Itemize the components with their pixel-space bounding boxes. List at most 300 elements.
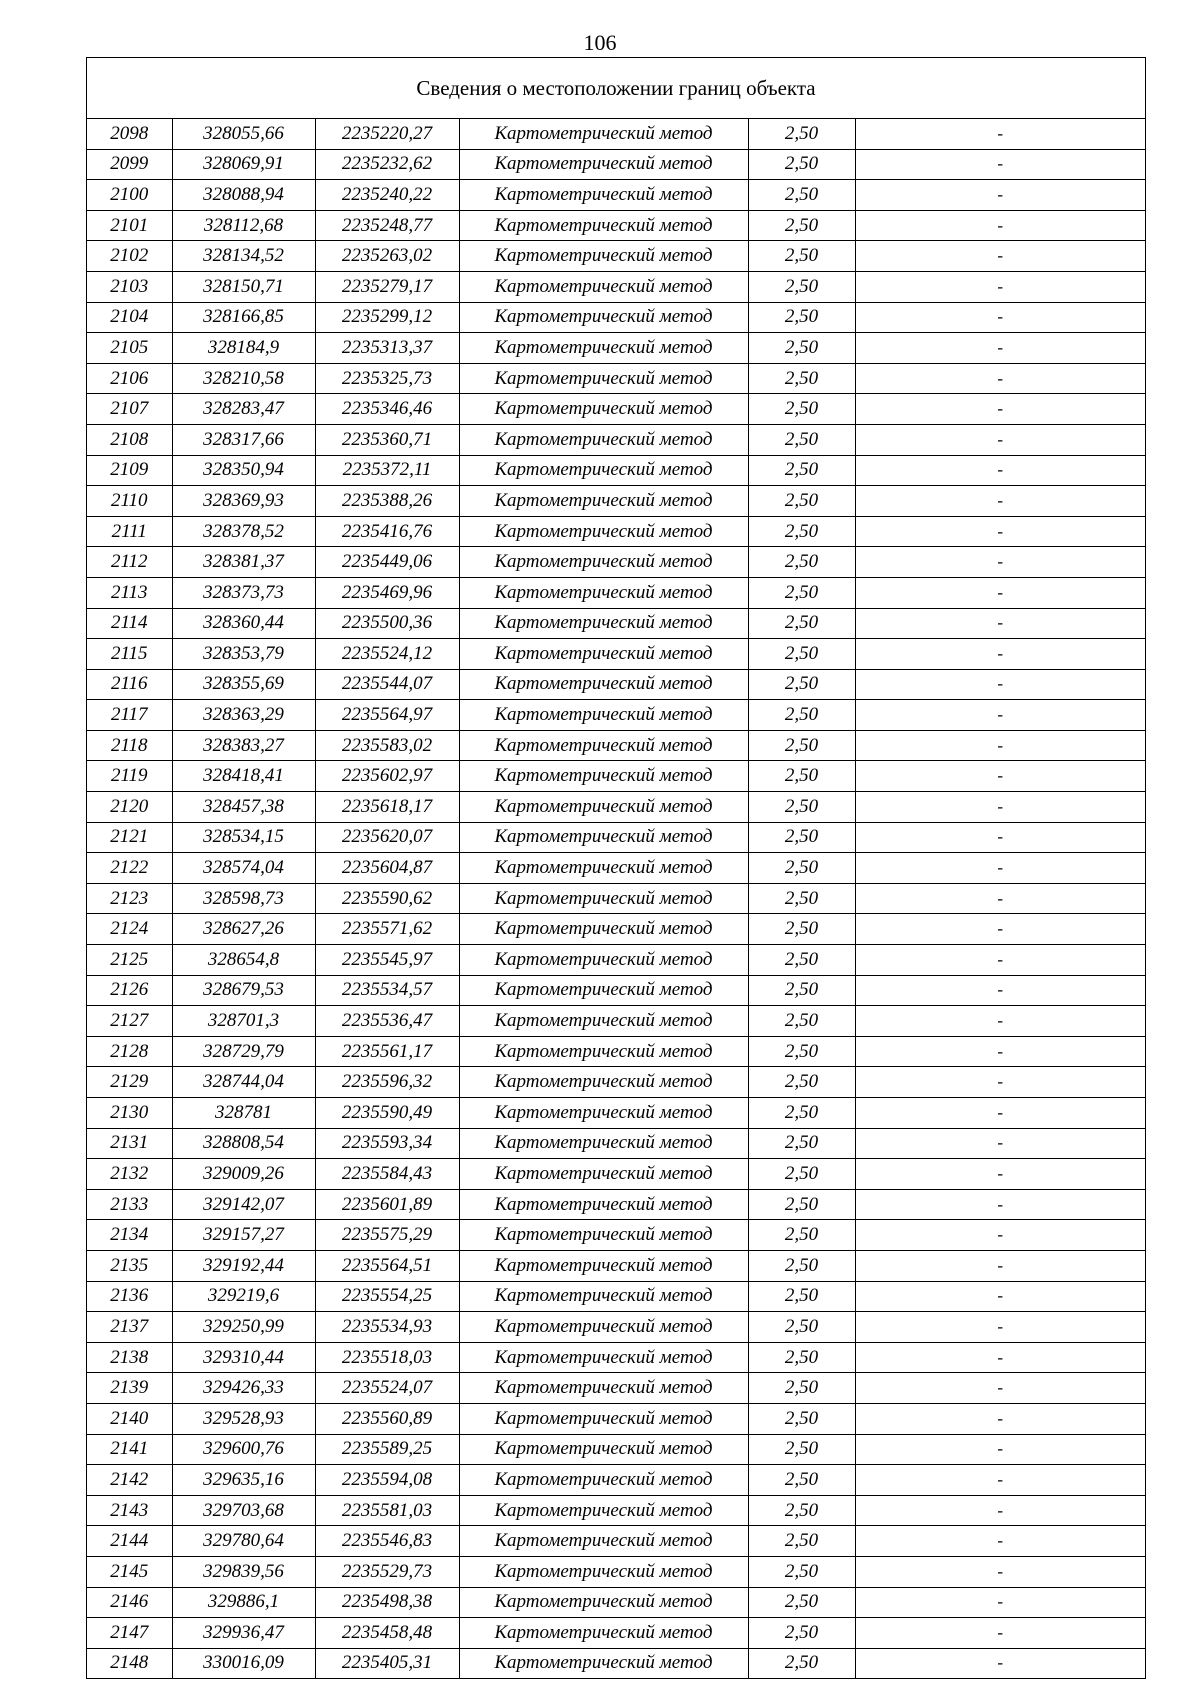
description-cell: - xyxy=(855,1587,1145,1618)
point-number-cell: 2099 xyxy=(87,149,172,180)
description-cell: - xyxy=(855,730,1145,761)
accuracy-cell: 2,50 xyxy=(748,822,855,853)
point-number-cell: 2128 xyxy=(87,1036,172,1067)
method-cell: Картометрический метод xyxy=(459,271,748,302)
method-cell: Картометрический метод xyxy=(459,1098,748,1129)
y-coordinate-cell: 2235405,31 xyxy=(315,1648,459,1678)
accuracy-cell: 2,50 xyxy=(748,302,855,333)
y-coordinate-cell: 2235594,08 xyxy=(315,1465,459,1496)
point-number-cell: 2115 xyxy=(87,639,172,670)
table-title: Сведения о местоположении границ объекта xyxy=(87,58,1145,119)
description-cell: - xyxy=(855,1189,1145,1220)
table-row xyxy=(87,1312,1145,1343)
x-coordinate-cell: 328729,79 xyxy=(172,1036,315,1067)
x-coordinate-cell: 328378,52 xyxy=(172,516,315,547)
method-cell: Картометрический метод xyxy=(459,119,748,149)
x-coordinate-cell: 328069,91 xyxy=(172,149,315,180)
boundary-table-sheet xyxy=(86,57,1146,1679)
point-number-cell: 2139 xyxy=(87,1373,172,1404)
table-row xyxy=(87,945,1145,976)
method-cell: Картометрический метод xyxy=(459,1036,748,1067)
accuracy-cell: 2,50 xyxy=(748,975,855,1006)
y-coordinate-cell: 2235564,51 xyxy=(315,1250,459,1281)
method-cell: Картометрический метод xyxy=(459,1403,748,1434)
method-cell: Картометрический метод xyxy=(459,547,748,578)
x-coordinate-cell: 328679,53 xyxy=(172,975,315,1006)
accuracy-cell: 2,50 xyxy=(748,669,855,700)
description-cell: - xyxy=(855,516,1145,547)
method-cell: Картометрический метод xyxy=(459,1128,748,1159)
x-coordinate-cell: 329310,44 xyxy=(172,1342,315,1373)
point-number-cell: 2123 xyxy=(87,883,172,914)
method-cell: Картометрический метод xyxy=(459,241,748,272)
y-coordinate-cell: 2235498,38 xyxy=(315,1587,459,1618)
y-coordinate-cell: 2235299,12 xyxy=(315,302,459,333)
accuracy-cell: 2,50 xyxy=(748,914,855,945)
accuracy-cell: 2,50 xyxy=(748,486,855,517)
point-number-cell: 2145 xyxy=(87,1556,172,1587)
description-cell: - xyxy=(855,1556,1145,1587)
method-cell: Картометрический метод xyxy=(459,149,748,180)
accuracy-cell: 2,50 xyxy=(748,1250,855,1281)
description-cell: - xyxy=(855,883,1145,914)
x-coordinate-cell: 328353,79 xyxy=(172,639,315,670)
accuracy-cell: 2,50 xyxy=(748,1281,855,1312)
description-cell: - xyxy=(855,1434,1145,1465)
table-row xyxy=(87,1618,1145,1649)
accuracy-cell: 2,50 xyxy=(748,1373,855,1404)
table-row xyxy=(87,1036,1145,1067)
x-coordinate-cell: 328369,93 xyxy=(172,486,315,517)
table-row xyxy=(87,302,1145,333)
x-coordinate-cell: 328134,52 xyxy=(172,241,315,272)
table-row xyxy=(87,1189,1145,1220)
accuracy-cell: 2,50 xyxy=(748,1587,855,1618)
point-number-cell: 2147 xyxy=(87,1618,172,1649)
y-coordinate-cell: 2235220,27 xyxy=(315,119,459,149)
method-cell: Картометрический метод xyxy=(459,363,748,394)
method-cell: Картометрический метод xyxy=(459,1159,748,1190)
accuracy-cell: 2,50 xyxy=(748,149,855,180)
y-coordinate-cell: 2235248,77 xyxy=(315,210,459,241)
point-number-cell: 2138 xyxy=(87,1342,172,1373)
table-row xyxy=(87,149,1145,180)
point-number-cell: 2148 xyxy=(87,1648,172,1678)
y-coordinate-cell: 2235279,17 xyxy=(315,271,459,302)
description-cell: - xyxy=(997,1653,1004,1673)
accuracy-cell: 2,50 xyxy=(748,1526,855,1557)
table-row xyxy=(87,1067,1145,1098)
description-cell: - xyxy=(855,608,1145,639)
accuracy-cell: 2,50 xyxy=(748,1556,855,1587)
method-cell: Картометрический метод xyxy=(459,945,748,976)
y-coordinate-cell: 2235544,07 xyxy=(315,669,459,700)
point-number-cell: 2100 xyxy=(87,180,172,211)
y-coordinate-cell: 2235372,11 xyxy=(315,455,459,486)
point-number-cell: 2120 xyxy=(87,792,172,823)
accuracy-cell: 2,50 xyxy=(748,180,855,211)
description-cell: - xyxy=(855,975,1145,1006)
point-number-cell: 2105 xyxy=(87,333,172,364)
x-coordinate-cell: 328627,26 xyxy=(172,914,315,945)
accuracy-cell: 2,50 xyxy=(748,333,855,364)
point-number-cell: 2142 xyxy=(87,1465,172,1496)
accuracy-cell: 2,50 xyxy=(748,1434,855,1465)
method-cell: Картометрический метод xyxy=(459,669,748,700)
description-cell: - xyxy=(855,271,1145,302)
x-coordinate-cell: 328360,44 xyxy=(172,608,315,639)
page-number: 106 xyxy=(583,30,617,55)
x-coordinate-cell: 328283,47 xyxy=(172,394,315,425)
description-cell: - xyxy=(855,1067,1145,1098)
method-cell: Картометрический метод xyxy=(459,792,748,823)
description-cell: - xyxy=(855,1312,1145,1343)
accuracy-cell: 2,50 xyxy=(748,1098,855,1129)
description-cell: - xyxy=(855,1526,1145,1557)
x-coordinate-cell: 328701,3 xyxy=(172,1006,315,1037)
accuracy-cell: 2,50 xyxy=(748,1648,855,1678)
accuracy-cell: 2,50 xyxy=(748,1403,855,1434)
method-cell: Картометрический метод xyxy=(459,1006,748,1037)
x-coordinate-cell: 329219,6 xyxy=(172,1281,315,1312)
description-cell: - xyxy=(855,1220,1145,1251)
x-coordinate-cell: 328166,85 xyxy=(172,302,315,333)
accuracy-cell: 2,50 xyxy=(748,639,855,670)
table-row xyxy=(87,333,1145,364)
table-row xyxy=(87,914,1145,945)
table-row xyxy=(87,792,1145,823)
x-coordinate-cell: 328317,66 xyxy=(172,424,315,455)
x-coordinate-cell: 328112,68 xyxy=(172,210,315,241)
method-cell: Картометрический метод xyxy=(459,1556,748,1587)
description-cell: - xyxy=(855,1159,1145,1190)
x-coordinate-cell: 328373,73 xyxy=(172,577,315,608)
y-coordinate-cell: 2235346,46 xyxy=(315,394,459,425)
method-cell: Картометрический метод xyxy=(459,1465,748,1496)
accuracy-cell: 2,50 xyxy=(748,1189,855,1220)
table-row xyxy=(87,1281,1145,1312)
x-coordinate-cell: 328781 xyxy=(172,1098,315,1129)
x-coordinate-cell: 328574,04 xyxy=(172,853,315,884)
table-row xyxy=(87,639,1145,670)
method-cell: Картометрический метод xyxy=(459,577,748,608)
method-cell: Картометрический метод xyxy=(459,1373,748,1404)
description-cell: - xyxy=(855,333,1145,364)
accuracy-cell: 2,50 xyxy=(748,1036,855,1067)
y-coordinate-cell: 2235469,96 xyxy=(315,577,459,608)
point-number-cell: 2116 xyxy=(87,669,172,700)
description-cell: - xyxy=(855,1281,1145,1312)
table-row xyxy=(87,822,1145,853)
accuracy-cell: 2,50 xyxy=(748,1342,855,1373)
method-cell: Картометрический метод xyxy=(459,1618,748,1649)
method-cell: Картометрический метод xyxy=(459,1220,748,1251)
x-coordinate-cell: 329142,07 xyxy=(172,1189,315,1220)
accuracy-cell: 2,50 xyxy=(748,547,855,578)
description-cell: - xyxy=(855,1465,1145,1496)
method-cell: Картометрический метод xyxy=(459,1312,748,1343)
accuracy-cell: 2,50 xyxy=(748,1128,855,1159)
y-coordinate-cell: 2235518,03 xyxy=(315,1342,459,1373)
point-number-cell: 2126 xyxy=(87,975,172,1006)
y-coordinate-cell: 2235590,49 xyxy=(315,1098,459,1129)
y-coordinate-cell: 2235313,37 xyxy=(315,333,459,364)
y-coordinate-cell: 2235620,07 xyxy=(315,822,459,853)
point-number-cell: 2101 xyxy=(87,210,172,241)
point-number-cell: 2107 xyxy=(87,394,172,425)
method-cell: Картометрический метод xyxy=(459,424,748,455)
method-cell: Картометрический метод xyxy=(459,822,748,853)
description-cell: - xyxy=(855,547,1145,578)
accuracy-cell: 2,50 xyxy=(748,1312,855,1343)
y-coordinate-cell: 2235232,62 xyxy=(315,149,459,180)
method-cell: Картометрический метод xyxy=(459,516,748,547)
point-number-cell: 2143 xyxy=(87,1495,172,1526)
x-coordinate-cell: 328383,27 xyxy=(172,730,315,761)
description-cell: - xyxy=(855,394,1145,425)
description-cell: - xyxy=(855,1128,1145,1159)
accuracy-cell: 2,50 xyxy=(748,792,855,823)
table-row xyxy=(87,1556,1145,1587)
description-cell: - xyxy=(855,669,1145,700)
method-cell: Картометрический метод xyxy=(459,975,748,1006)
y-coordinate-cell: 2235618,17 xyxy=(315,792,459,823)
method-cell: Картометрический метод xyxy=(459,1526,748,1557)
x-coordinate-cell: 328363,29 xyxy=(172,700,315,731)
x-coordinate-cell: 328598,73 xyxy=(172,883,315,914)
x-coordinate-cell: 329635,16 xyxy=(172,1465,315,1496)
point-number-cell: 2112 xyxy=(87,547,172,578)
method-cell: Картометрический метод xyxy=(459,1587,748,1618)
point-number-cell: 2127 xyxy=(87,1006,172,1037)
x-coordinate-cell: 329936,47 xyxy=(172,1618,315,1649)
method-cell: Картометрический метод xyxy=(459,210,748,241)
x-coordinate-cell: 329250,99 xyxy=(172,1312,315,1343)
x-coordinate-cell: 329426,33 xyxy=(172,1373,315,1404)
x-coordinate-cell: 330016,09 xyxy=(172,1648,315,1678)
table-row xyxy=(87,1495,1145,1526)
y-coordinate-cell: 2235601,89 xyxy=(315,1189,459,1220)
table-row xyxy=(87,1250,1145,1281)
description-cell: - xyxy=(855,210,1145,241)
y-coordinate-cell: 2235458,48 xyxy=(315,1618,459,1649)
y-coordinate-cell: 2235545,97 xyxy=(315,945,459,976)
table-row xyxy=(87,730,1145,761)
table-row xyxy=(87,241,1145,272)
x-coordinate-cell: 329192,44 xyxy=(172,1250,315,1281)
y-coordinate-cell: 2235546,83 xyxy=(315,1526,459,1557)
accuracy-cell: 2,50 xyxy=(748,516,855,547)
accuracy-cell: 2,50 xyxy=(748,608,855,639)
y-coordinate-cell: 2235240,22 xyxy=(315,180,459,211)
point-number-cell: 2118 xyxy=(87,730,172,761)
table-row xyxy=(87,516,1145,547)
x-coordinate-cell: 328654,8 xyxy=(172,945,315,976)
accuracy-cell: 2,50 xyxy=(748,1067,855,1098)
description-cell: - xyxy=(855,302,1145,333)
y-coordinate-cell: 2235575,29 xyxy=(315,1220,459,1251)
description-cell: - xyxy=(855,1250,1145,1281)
y-coordinate-cell: 2235561,17 xyxy=(315,1036,459,1067)
table-row xyxy=(87,1128,1145,1159)
point-number-cell: 2141 xyxy=(87,1434,172,1465)
method-cell: Картометрический метод xyxy=(459,394,748,425)
y-coordinate-cell: 2235534,93 xyxy=(315,1312,459,1343)
y-coordinate-cell: 2235593,34 xyxy=(315,1128,459,1159)
point-number-cell: 2119 xyxy=(87,761,172,792)
accuracy-cell: 2,50 xyxy=(748,883,855,914)
description-cell: - xyxy=(855,761,1145,792)
description-cell: - xyxy=(855,822,1145,853)
point-number-cell: 2136 xyxy=(87,1281,172,1312)
accuracy-cell: 2,50 xyxy=(748,455,855,486)
accuracy-cell: 2,50 xyxy=(748,853,855,884)
table-row xyxy=(87,577,1145,608)
accuracy-cell: 2,50 xyxy=(748,424,855,455)
y-coordinate-cell: 2235325,73 xyxy=(315,363,459,394)
accuracy-cell: 2,50 xyxy=(748,1618,855,1649)
x-coordinate-cell: 329600,76 xyxy=(172,1434,315,1465)
method-cell: Картометрический метод xyxy=(459,1342,748,1373)
description-cell: - xyxy=(855,1618,1145,1649)
point-number-cell: 2137 xyxy=(87,1312,172,1343)
y-coordinate-cell: 2235581,03 xyxy=(315,1495,459,1526)
description-cell: - xyxy=(855,1403,1145,1434)
method-cell: Картометрический метод xyxy=(459,608,748,639)
description-cell: - xyxy=(855,149,1145,180)
x-coordinate-cell: 329009,26 xyxy=(172,1159,315,1190)
point-number-cell: 2122 xyxy=(87,853,172,884)
accuracy-cell: 2,50 xyxy=(748,363,855,394)
x-coordinate-cell: 328381,37 xyxy=(172,547,315,578)
accuracy-cell: 2,50 xyxy=(748,1465,855,1496)
table-row xyxy=(87,975,1145,1006)
description-cell: - xyxy=(855,486,1145,517)
point-number-cell: 2133 xyxy=(87,1189,172,1220)
x-coordinate-cell: 329528,93 xyxy=(172,1403,315,1434)
y-coordinate-cell: 2235529,73 xyxy=(315,1556,459,1587)
method-cell: Картометрический метод xyxy=(459,730,748,761)
x-coordinate-cell: 329886,1 xyxy=(172,1587,315,1618)
accuracy-cell: 2,50 xyxy=(748,1220,855,1251)
description-cell: - xyxy=(855,1036,1145,1067)
method-cell: Картометрический метод xyxy=(459,639,748,670)
accuracy-cell: 2,50 xyxy=(748,271,855,302)
y-coordinate-cell: 2235554,25 xyxy=(315,1281,459,1312)
method-cell: Картометрический метод xyxy=(459,180,748,211)
accuracy-cell: 2,50 xyxy=(748,761,855,792)
accuracy-cell: 2,50 xyxy=(748,1006,855,1037)
y-coordinate-cell: 2235571,62 xyxy=(315,914,459,945)
x-coordinate-cell: 329157,27 xyxy=(172,1220,315,1251)
y-coordinate-cell: 2235524,07 xyxy=(315,1373,459,1404)
table-row xyxy=(87,271,1145,302)
table-row xyxy=(87,1342,1145,1373)
table-row xyxy=(87,424,1145,455)
accuracy-cell: 2,50 xyxy=(748,241,855,272)
method-cell: Картометрический метод xyxy=(459,1189,748,1220)
table-body xyxy=(87,119,1145,1678)
point-number-cell: 2114 xyxy=(87,608,172,639)
method-cell: Картометрический метод xyxy=(459,1250,748,1281)
x-coordinate-cell: 328744,04 xyxy=(172,1067,315,1098)
accuracy-cell: 2,50 xyxy=(748,945,855,976)
point-number-cell: 2146 xyxy=(87,1587,172,1618)
accuracy-cell: 2,50 xyxy=(748,1159,855,1190)
method-cell: Картометрический метод xyxy=(459,700,748,731)
method-cell: Картометрический метод xyxy=(459,1648,748,1678)
accuracy-cell: 2,50 xyxy=(748,119,855,149)
table-row xyxy=(87,119,1145,149)
description-cell: - xyxy=(855,1495,1145,1526)
point-number-cell: 2134 xyxy=(87,1220,172,1251)
point-number-cell: 2131 xyxy=(87,1128,172,1159)
point-number-cell: 2102 xyxy=(87,241,172,272)
y-coordinate-cell: 2235589,25 xyxy=(315,1434,459,1465)
x-coordinate-cell: 328534,15 xyxy=(172,822,315,853)
method-cell: Картометрический метод xyxy=(459,1067,748,1098)
description-cell: - xyxy=(855,914,1145,945)
description-cell: - xyxy=(855,1373,1145,1404)
point-number-cell: 2110 xyxy=(87,486,172,517)
accuracy-cell: 2,50 xyxy=(748,700,855,731)
y-coordinate-cell: 2235416,76 xyxy=(315,516,459,547)
x-coordinate-cell: 328808,54 xyxy=(172,1128,315,1159)
table-row xyxy=(87,883,1145,914)
accuracy-cell: 2,50 xyxy=(748,394,855,425)
table-row xyxy=(87,1403,1145,1434)
x-coordinate-cell: 328355,69 xyxy=(172,669,315,700)
table-row xyxy=(87,1648,1145,1678)
method-cell: Картометрический метод xyxy=(459,883,748,914)
point-number-cell: 2124 xyxy=(87,914,172,945)
y-coordinate-cell: 2235449,06 xyxy=(315,547,459,578)
method-cell: Картометрический метод xyxy=(459,914,748,945)
accuracy-cell: 2,50 xyxy=(748,1495,855,1526)
table-row xyxy=(87,608,1145,639)
table-row xyxy=(87,180,1145,211)
point-number-cell: 2104 xyxy=(87,302,172,333)
x-coordinate-cell: 328457,38 xyxy=(172,792,315,823)
table-row xyxy=(87,1220,1145,1251)
y-coordinate-cell: 2235590,62 xyxy=(315,883,459,914)
x-coordinate-cell: 328210,58 xyxy=(172,363,315,394)
table-row xyxy=(87,1098,1145,1129)
table-row xyxy=(87,210,1145,241)
point-number-cell: 2109 xyxy=(87,455,172,486)
description-cell: - xyxy=(855,853,1145,884)
description-cell: - xyxy=(855,577,1145,608)
description-cell: - xyxy=(855,455,1145,486)
table-row xyxy=(87,547,1145,578)
point-number-cell: 2098 xyxy=(87,119,172,149)
method-cell: Картометрический метод xyxy=(459,761,748,792)
table-row xyxy=(87,761,1145,792)
y-coordinate-cell: 2235584,43 xyxy=(315,1159,459,1190)
table-row xyxy=(87,486,1145,517)
y-coordinate-cell: 2235388,26 xyxy=(315,486,459,517)
table-row xyxy=(87,1526,1145,1557)
point-number-cell: 2129 xyxy=(87,1067,172,1098)
table-row xyxy=(87,1159,1145,1190)
point-number-cell: 2130 xyxy=(87,1098,172,1129)
x-coordinate-cell: 328150,71 xyxy=(172,271,315,302)
table-row xyxy=(87,669,1145,700)
description-cell: - xyxy=(855,363,1145,394)
x-coordinate-cell: 329780,64 xyxy=(172,1526,315,1557)
point-number-cell: 2132 xyxy=(87,1159,172,1190)
y-coordinate-cell: 2235583,02 xyxy=(315,730,459,761)
